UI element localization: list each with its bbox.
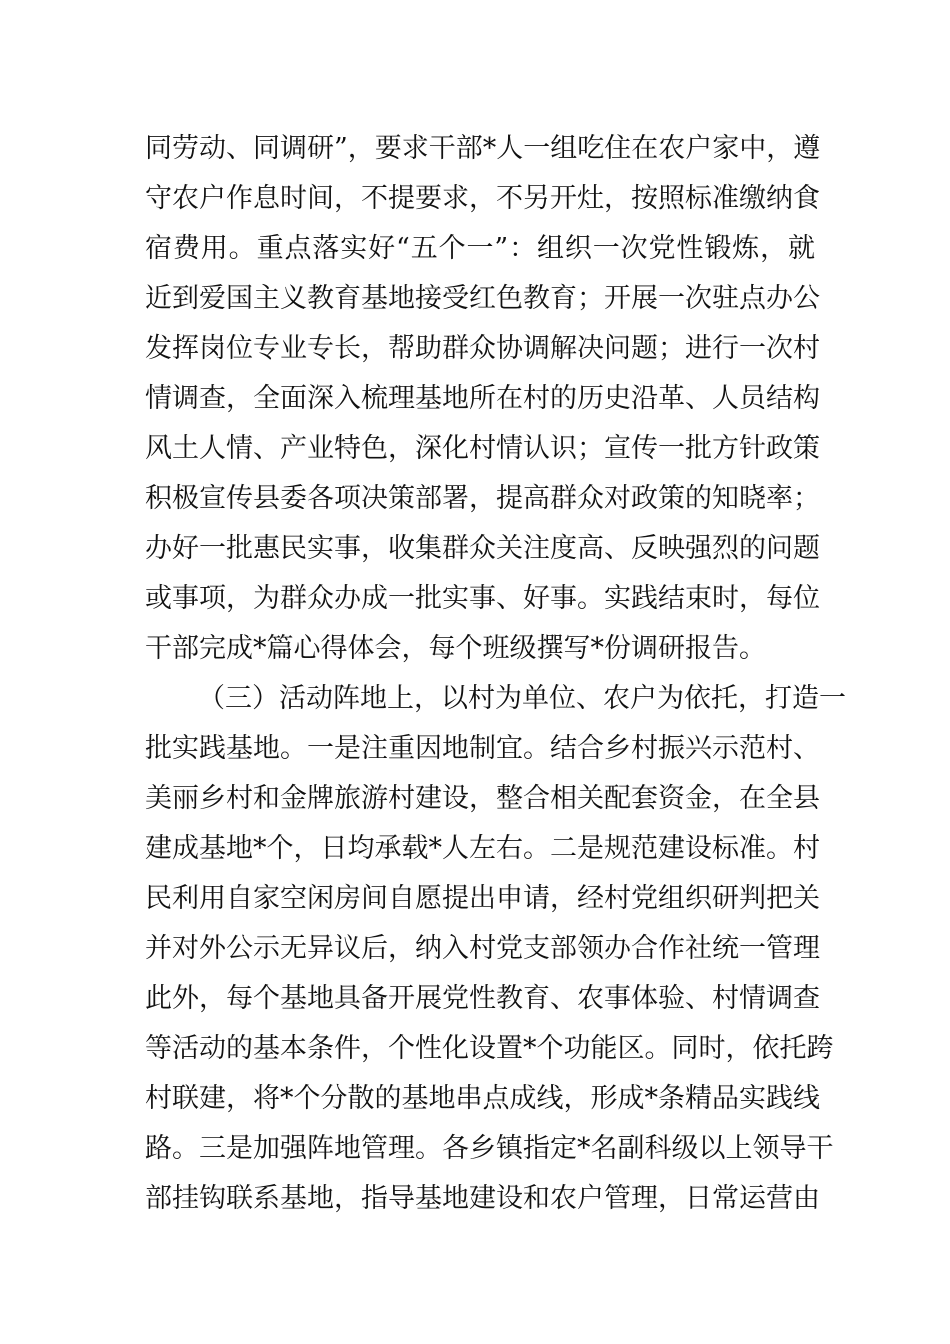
text-line: 建成基地*个，日均承载*人左右。二是规范建设标准。村: [145, 833, 820, 864]
text-line: 发挥岗位专业专长，帮助群众协调解决问题；进行一次村: [145, 333, 820, 364]
text-line: 等活动的基本条件，个性化设置*个功能区。同时，依托跨: [145, 1033, 834, 1064]
section-heading-line: （三）活动阵地上，以村为单位、农户为依托，打造一: [198, 683, 846, 714]
text-line: 民利用自家空闲房间自愿提出申请，经村党组织研判把关: [145, 883, 820, 914]
text-line: 部挂钩联系基地，指导基地建设和农户管理，日常运营由: [145, 1183, 820, 1214]
text-line: 同劳动、同调研”，要求干部*人一组吃住在农户家中，遵: [145, 133, 821, 164]
text-line: 守农户作息时间，不提要求，不另开灶，按照标准缴纳食: [145, 183, 820, 214]
text-line: 近到爱国主义教育基地接受红色教育；开展一次驻点办公: [145, 283, 820, 314]
text-line: 积极宣传县委各项决策部署，提高群众对政策的知晓率；: [145, 483, 820, 514]
text-line: 美丽乡村和金牌旅游村建设，整合相关配套资金，在全县: [145, 783, 820, 814]
text-line: 村联建，将*个分散的基地串点成线，形成*条精品实践线: [145, 1083, 820, 1114]
text-line: 宿费用。重点落实好“五个一”：组织一次党性锻炼，就: [145, 233, 815, 264]
text-line: 此外，每个基地具备开展党性教育、农事体验、村情调查: [145, 983, 820, 1014]
text-line: 风土人情、产业特色，深化村情认识；宣传一批方针政策: [145, 433, 820, 464]
text-line: 或事项，为群众办成一批实事、好事。实践结束时，每位: [145, 583, 820, 614]
text-line: 路。三是加强阵地管理。各乡镇指定*名副科级以上领导干: [145, 1133, 834, 1164]
text-line: 批实践基地。一是注重因地制宜。结合乡村振兴示范村、: [145, 733, 820, 764]
text-line: 并对外公示无异议后，纳入村党支部领办合作社统一管理: [145, 933, 820, 964]
text-line: 情调查，全面深入梳理基地所在村的历史沿革、人员结构: [145, 383, 820, 414]
text-line: 办好一批惠民实事，收集群众关注度高、反映强烈的问题: [145, 533, 820, 564]
text-line: 干部完成*篇心得体会，每个班级撰写*份调研报告。: [145, 633, 766, 664]
